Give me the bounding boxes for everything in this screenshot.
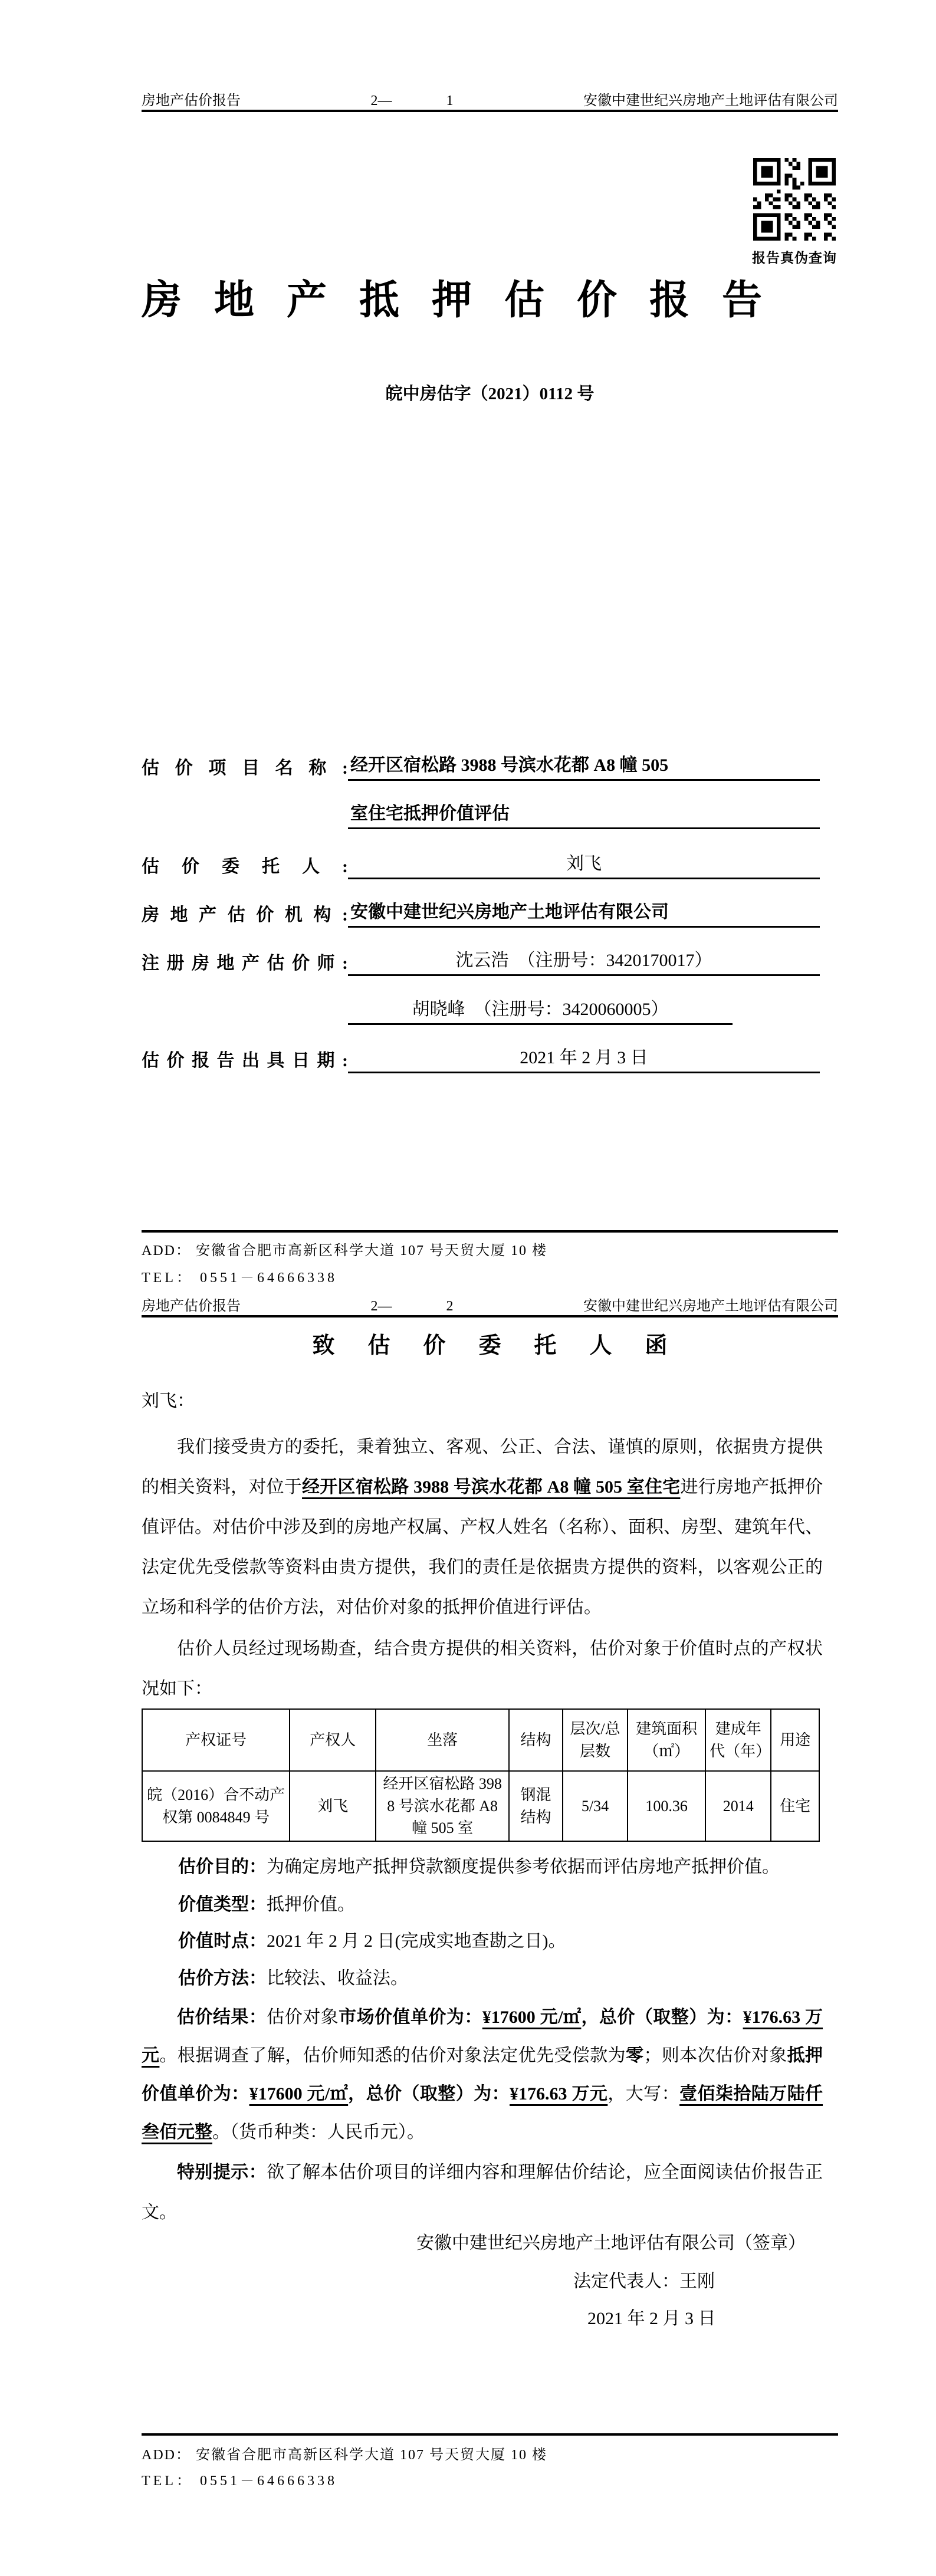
- field-label: 估价项目名称:: [142, 758, 348, 778]
- item-value: 为确定房地产抵押贷款额度提供参考依据而评估房地产抵押价值。: [267, 1857, 780, 1877]
- property-rights-table: [142, 1708, 820, 1842]
- col-header-cert-no: 产权证号: [142, 1709, 290, 1771]
- cell-area: 100.36: [628, 1771, 705, 1841]
- letter-paragraph-survey: 估价人员经过现场勘查，结合贵方提供的相关资料，估价对象于价值时点的产权状况如下：: [142, 1639, 823, 1698]
- text-segment: 。（货币种类：人民币元）。: [212, 2122, 425, 2142]
- zero-highlight: 零: [625, 2046, 644, 2065]
- table-header-row: [142, 1709, 819, 1771]
- item-method: [142, 1963, 856, 1989]
- header-company-name: 安徽中建世纪兴房地产土地评估有限公司: [583, 1299, 838, 1314]
- text-segment: 估价对象: [267, 2007, 339, 2027]
- page1-running-header: [142, 88, 838, 109]
- cell-owner: 刘飞: [290, 1771, 376, 1841]
- page-number: 2: [446, 1299, 454, 1314]
- page1-header-rule: [142, 110, 838, 112]
- item-value: 2021 年 2 月 2 日(完成实地查勘之日)。: [267, 1931, 566, 1951]
- field-label: 估价委托人:: [142, 856, 348, 876]
- field-value: 2021 年 2 月 3 日: [348, 1046, 820, 1074]
- header-doc-label: 房地产估价报告: [142, 93, 241, 109]
- field-row-client: [142, 852, 820, 879]
- letter-title: 致估价委托人函: [312, 1333, 701, 1358]
- col-header-area: 建筑面积（㎡）: [628, 1709, 705, 1771]
- special-note-text: 欲了解本估价项目的详细内容和理解估价结论，应全面阅读估价报告正文。: [142, 2163, 823, 2222]
- qr-block: [750, 158, 839, 267]
- header-company-name: 安徽中建世纪兴房地产土地评估有限公司: [583, 93, 838, 109]
- unit-price-value: ¥17600 元/㎡: [482, 2007, 582, 2027]
- field-row-issue-date: [142, 1046, 820, 1073]
- field-label: [142, 1023, 348, 1025]
- field-value: 安徽中建世纪兴房地产土地评估有限公司: [348, 901, 820, 928]
- field-row-project-name-cont: [142, 801, 820, 829]
- text-segment: 进行房地产抵押价值评估。对估价中涉及到的房地产权属、产权人姓名（名称）、面积、房型、建筑年代、法定优先受偿款等资料由贵方提供，我们的责任是依据贵方提供的资料，以客观公正的立场和科学的估价方法，对估价对象的抵押价值进行评估。: [142, 1477, 823, 1617]
- field-row-project-name: [142, 753, 820, 781]
- mortgage-unit-price-value: ¥17600 元/㎡: [249, 2084, 349, 2104]
- text-segment: 市场价值单价为：: [339, 2007, 482, 2027]
- report-verification-qr-code: [753, 158, 836, 241]
- signature-company: 安徽中建世纪兴房地产土地评估有限公司（签章）: [416, 2233, 806, 2253]
- special-note-label: 特别提示：: [177, 2163, 267, 2182]
- col-header-structure: 结构: [509, 1709, 563, 1771]
- letter-paragraph-engagement: [142, 1427, 823, 1628]
- field-value: 经开区宿松路 3988 号滨水花都 A8 幢 505: [348, 754, 820, 781]
- text-segment: ，总价（取整）为：: [581, 2007, 743, 2027]
- col-header-year: 建成年代（年）: [705, 1709, 771, 1771]
- item-value-date: [142, 1926, 856, 1952]
- item-value: 比较法、收益法。: [267, 1969, 408, 1988]
- page2-footer-phone: TEL： 0551－64666338: [142, 2473, 337, 2489]
- field-label: 估价报告出具日期:: [142, 1050, 348, 1070]
- item-label: 估价目的：: [178, 1857, 267, 1877]
- page2-header-rule: [142, 1315, 838, 1317]
- page-count-label: 2—: [370, 1299, 392, 1314]
- field-row-appraiser-1: [142, 948, 820, 976]
- page2-running-header: [142, 1294, 838, 1315]
- signature-legal-representative: 法定代表人：王刚: [573, 2272, 715, 2291]
- mortgage-total-price-value: ¥176.63 万元: [510, 2084, 608, 2104]
- letter-salutation: 刘飞：: [142, 1391, 195, 1411]
- header-doc-label: 房地产估价报告: [142, 1299, 241, 1314]
- field-value: 刘飞: [348, 852, 820, 880]
- cell-year: 2014: [705, 1771, 771, 1841]
- result-label: 估价结果：: [177, 2007, 267, 2027]
- item-purpose: [142, 1852, 856, 1878]
- item-label: 价值类型：: [178, 1895, 267, 1914]
- field-row-agency: [142, 900, 820, 928]
- text-segment: 我们接受贵方的委托，秉着独立、客观、公正、合法、谨慎的原则，依据贵方提供的相关资料，对位于: [142, 1437, 823, 1497]
- property-name-highlight: 经开区宿松路 3988 号滨水花都 A8 幢 505 室住宅: [302, 1477, 681, 1497]
- text-segment: 抵押价值单价为：: [142, 2046, 823, 2104]
- signature-date: 2021 年 2 月 3 日: [587, 2309, 716, 2328]
- cell-location: 经开区宿松路 3988 号滨水花都 A8 幢 505 室: [376, 1771, 509, 1841]
- col-header-floor: 层次/总层数: [563, 1709, 628, 1771]
- page1-footer-phone: TEL： 0551－64666338: [142, 1270, 337, 1286]
- text-segment: ，总价（取整）为：: [348, 2084, 510, 2104]
- text-segment: ；则本次估价对象: [643, 2046, 787, 2065]
- valuation-result-paragraph: [142, 1998, 823, 2151]
- special-note-paragraph: [142, 2153, 823, 2233]
- text-segment: 。根据调查了解，估价师知悉的估价对象法定优先受偿款为: [159, 2046, 626, 2065]
- item-value: 抵押价值。: [267, 1895, 355, 1914]
- cell-floor: 5/34: [563, 1771, 628, 1841]
- page-count-label: 2—: [370, 93, 392, 109]
- col-header-location: 坐落: [376, 1709, 509, 1771]
- cell-cert-no: 皖（2016）合不动产权第 0084849 号: [142, 1771, 290, 1841]
- item-value-type: [142, 1890, 856, 1915]
- page-number: 1: [446, 93, 454, 109]
- table-data-row: [142, 1771, 819, 1841]
- cell-use: 住宅: [771, 1771, 819, 1841]
- item-label: 估价方法：: [178, 1969, 267, 1988]
- field-label: 房地产估价机构:: [142, 905, 348, 925]
- report-title: 房地产抵押估价报告: [141, 278, 794, 323]
- page2-footer-address: ADD： 安徽省合肥市高新区科学大道 107 号天贸大厦 10 楼: [142, 2447, 547, 2463]
- field-value: 沈云浩 （注册号：3420170017）: [348, 949, 820, 977]
- field-label: [142, 827, 348, 829]
- field-label: 注册房地产估价师:: [142, 953, 348, 973]
- field-row-appraiser-2: [142, 997, 820, 1025]
- header-page-number: [241, 1299, 583, 1315]
- page1-footer-address: ADD： 安徽省合肥市高新区科学大道 107 号天贸大厦 10 楼: [142, 1243, 547, 1259]
- cell-structure: 钢混结构: [509, 1771, 563, 1841]
- field-value: 胡晓峰 （注册号：3420060005）: [348, 998, 733, 1026]
- report-doc-number: 皖中房估字（2021）0112 号: [385, 385, 595, 403]
- col-header-owner: 产权人: [290, 1709, 376, 1771]
- page2-footer-rule: [142, 2433, 838, 2436]
- qr-caption: 报告真伪查询: [752, 251, 837, 265]
- field-value: 室住宅抵押价值评估: [348, 802, 820, 830]
- col-header-use: 用途: [771, 1709, 819, 1771]
- text-segment: ，大写：: [607, 2084, 680, 2104]
- page1-footer-rule: [142, 1230, 838, 1233]
- amount-in-words: 壹佰柒拾陆万陆仟叁佰元整: [142, 2084, 823, 2142]
- header-page-number: [241, 93, 583, 109]
- total-price-value: ¥176.63 万元: [142, 2007, 823, 2065]
- item-label: 价值时点：: [178, 1931, 267, 1951]
